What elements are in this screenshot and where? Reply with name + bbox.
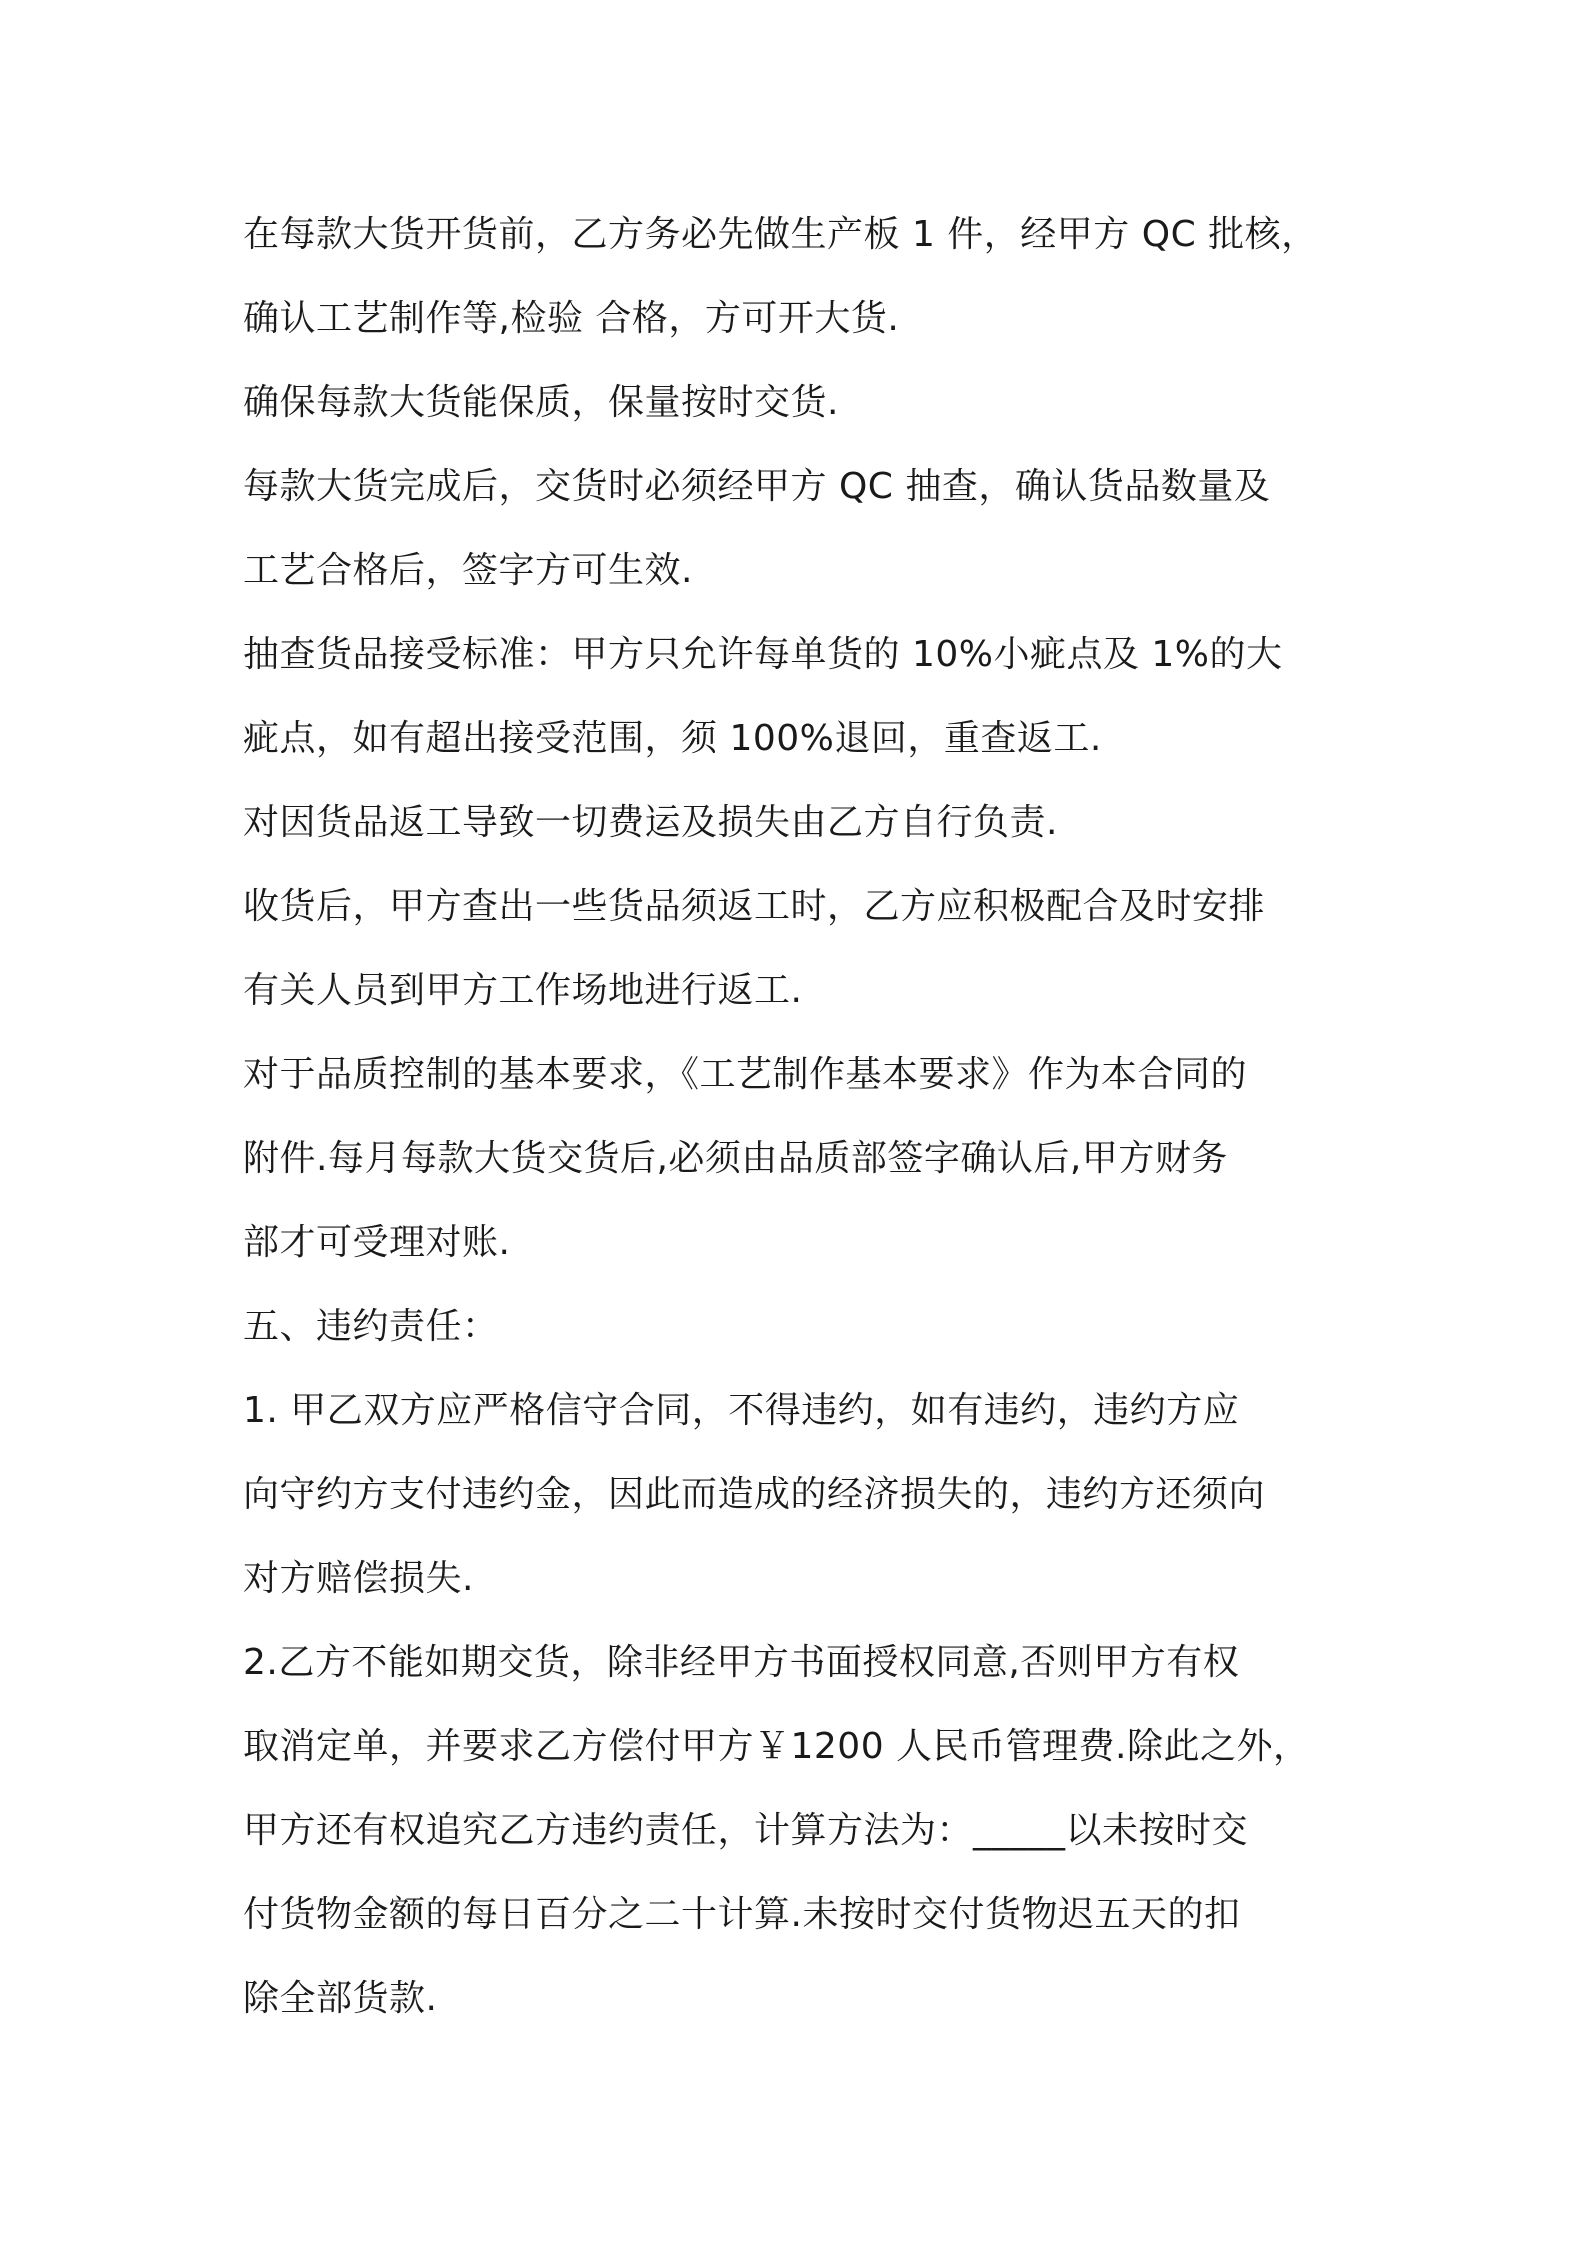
- document-body: [243, 193, 1363, 2041]
- text-line: 确认工艺制作等,检验 合格，方可开大货.: [243, 298, 900, 339]
- text-line: 收货后，甲方查出一些货品须返工时，乙方应积极配合及时安排: [243, 886, 1266, 927]
- text-line: 抽查货品接受标准：甲方只允许每单货的 10%小疵点及 1%的大: [243, 634, 1283, 675]
- text-line: 每款大货完成后，交货时必须经甲方 QC 抽查，确认货品数量及: [243, 466, 1271, 507]
- text-line: 1. 甲乙双方应严格信守合同，不得违约，如有违约，违约方应: [243, 1390, 1240, 1431]
- text-line: 甲方还有权追究乙方违约责任，计算方法为：_____以未按时交: [243, 1810, 1249, 1851]
- text-line: 付货物金额的每日百分之二十计算.未按时交付货物迟五天的扣: [243, 1894, 1241, 1935]
- text-line: 除全部货款.: [243, 1978, 438, 2019]
- text-line: 对方赔偿损失.: [243, 1558, 474, 1599]
- text-line: 附件.每月每款大货交货后,必须由品质部签字确认后,甲方财务: [243, 1138, 1228, 1179]
- section-heading: 五、违约责任：: [243, 1306, 499, 1347]
- text-line: 有关人员到甲方工作场地进行返工.: [243, 970, 803, 1011]
- text-line: 疵点，如有超出接受范围，须 100%退回，重查返工.: [243, 718, 1102, 759]
- text-line: 2.乙方不能如期交货，除非经甲方书面授权同意,否则甲方有权: [243, 1642, 1240, 1683]
- text-line: 确保每款大货能保质，保量按时交货.: [243, 382, 839, 423]
- text-line: 向守约方支付违约金，因此而造成的经济损失的，违约方还须向: [243, 1474, 1266, 1515]
- text-line: 工艺合格后，签字方可生效.: [243, 550, 693, 591]
- text-line: 对因货品返工导致一切费运及损失由乙方自行负责.: [243, 802, 1058, 843]
- text-line: 在每款大货开货前，乙方务必先做生产板 1 件，经甲方 QC 批核，: [243, 214, 1318, 255]
- text-line: 部才可受理对账.: [243, 1222, 511, 1263]
- text-line: 取消定单，并要求乙方偿付甲方￥1200 人民币管理费.除此之外，: [243, 1726, 1310, 1767]
- text-line: 对于品质控制的基本要求，《工艺制作基本要求》作为本合同的: [243, 1054, 1248, 1095]
